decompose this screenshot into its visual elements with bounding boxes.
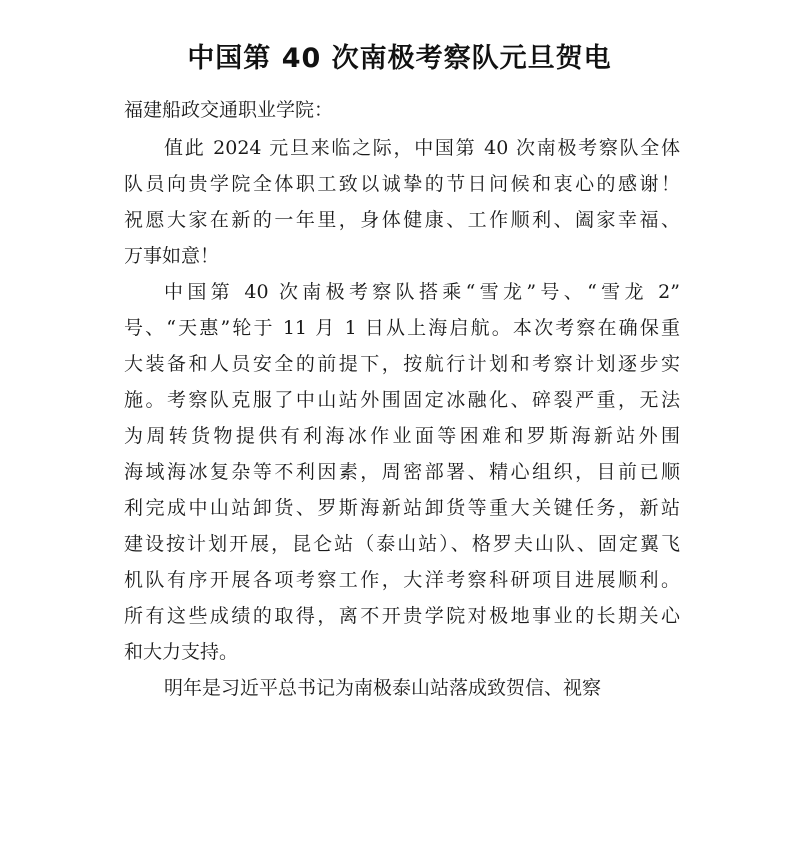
paragraph-line: 施。考察队克服了中山站外围固定冰融化、碎裂严重，无法 (124, 389, 680, 411)
paragraph-line: 机队有序开展各项考察工作，大洋考察科研项目进展顺利。 (124, 569, 680, 591)
paragraph-line: 队员向贵学院全体职工致以诚挚的节日问候和衷心的感谢！ (124, 173, 680, 195)
paragraph-line: 和大力支持。 (124, 641, 239, 663)
paragraph-line: 大装备和人员安全的前提下，按航行计划和考察计划逐步实 (124, 353, 680, 375)
paragraph-line: 海域海冰复杂等不利因素，周密部署、精心组织，目前已顺 (124, 461, 680, 483)
document-title: 中国第 40 次南极考察队元旦贺电 (187, 43, 612, 74)
paragraph-line: 值此 2024 元旦来临之际，中国第 40 次南极考察队全体 (164, 137, 680, 159)
paragraph-line: 明年是习近平总书记为南极泰山站落成致贺信、视察 (164, 677, 602, 699)
paragraph-line: 号、“天惠”轮于 11 月 1 日从上海启航。本次考察在确保重 (124, 317, 680, 339)
paragraph (124, 670, 680, 706)
paragraph (124, 130, 680, 274)
letter-body (124, 92, 680, 706)
paragraphs (124, 130, 680, 706)
paragraph-line: 为周转货物提供有利海冰作业面等困难和罗斯海新站外围 (124, 425, 680, 447)
paragraph-line: 祝愿大家在新的一年里，身体健康、工作顺利、阖家幸福、 (124, 209, 680, 231)
paragraph (124, 274, 680, 670)
paragraph-line: 万事如意！ (124, 245, 220, 267)
paragraph-line: 所有这些成绩的取得，离不开贵学院对极地事业的长期关心 (124, 605, 680, 627)
paragraph-line: 建设按计划开展，昆仑站（泰山站）、格罗夫山队、固定翼飞 (124, 533, 680, 555)
salutation: 福建船政交通职业学院： (124, 99, 334, 121)
paragraph-line: 利完成中山站卸货、罗斯海新站卸货等重大关键任务，新站 (124, 497, 680, 519)
paragraph-line: 中国第 40 次南极考察队搭乘“雪龙”号、“雪龙 2” (164, 281, 680, 303)
